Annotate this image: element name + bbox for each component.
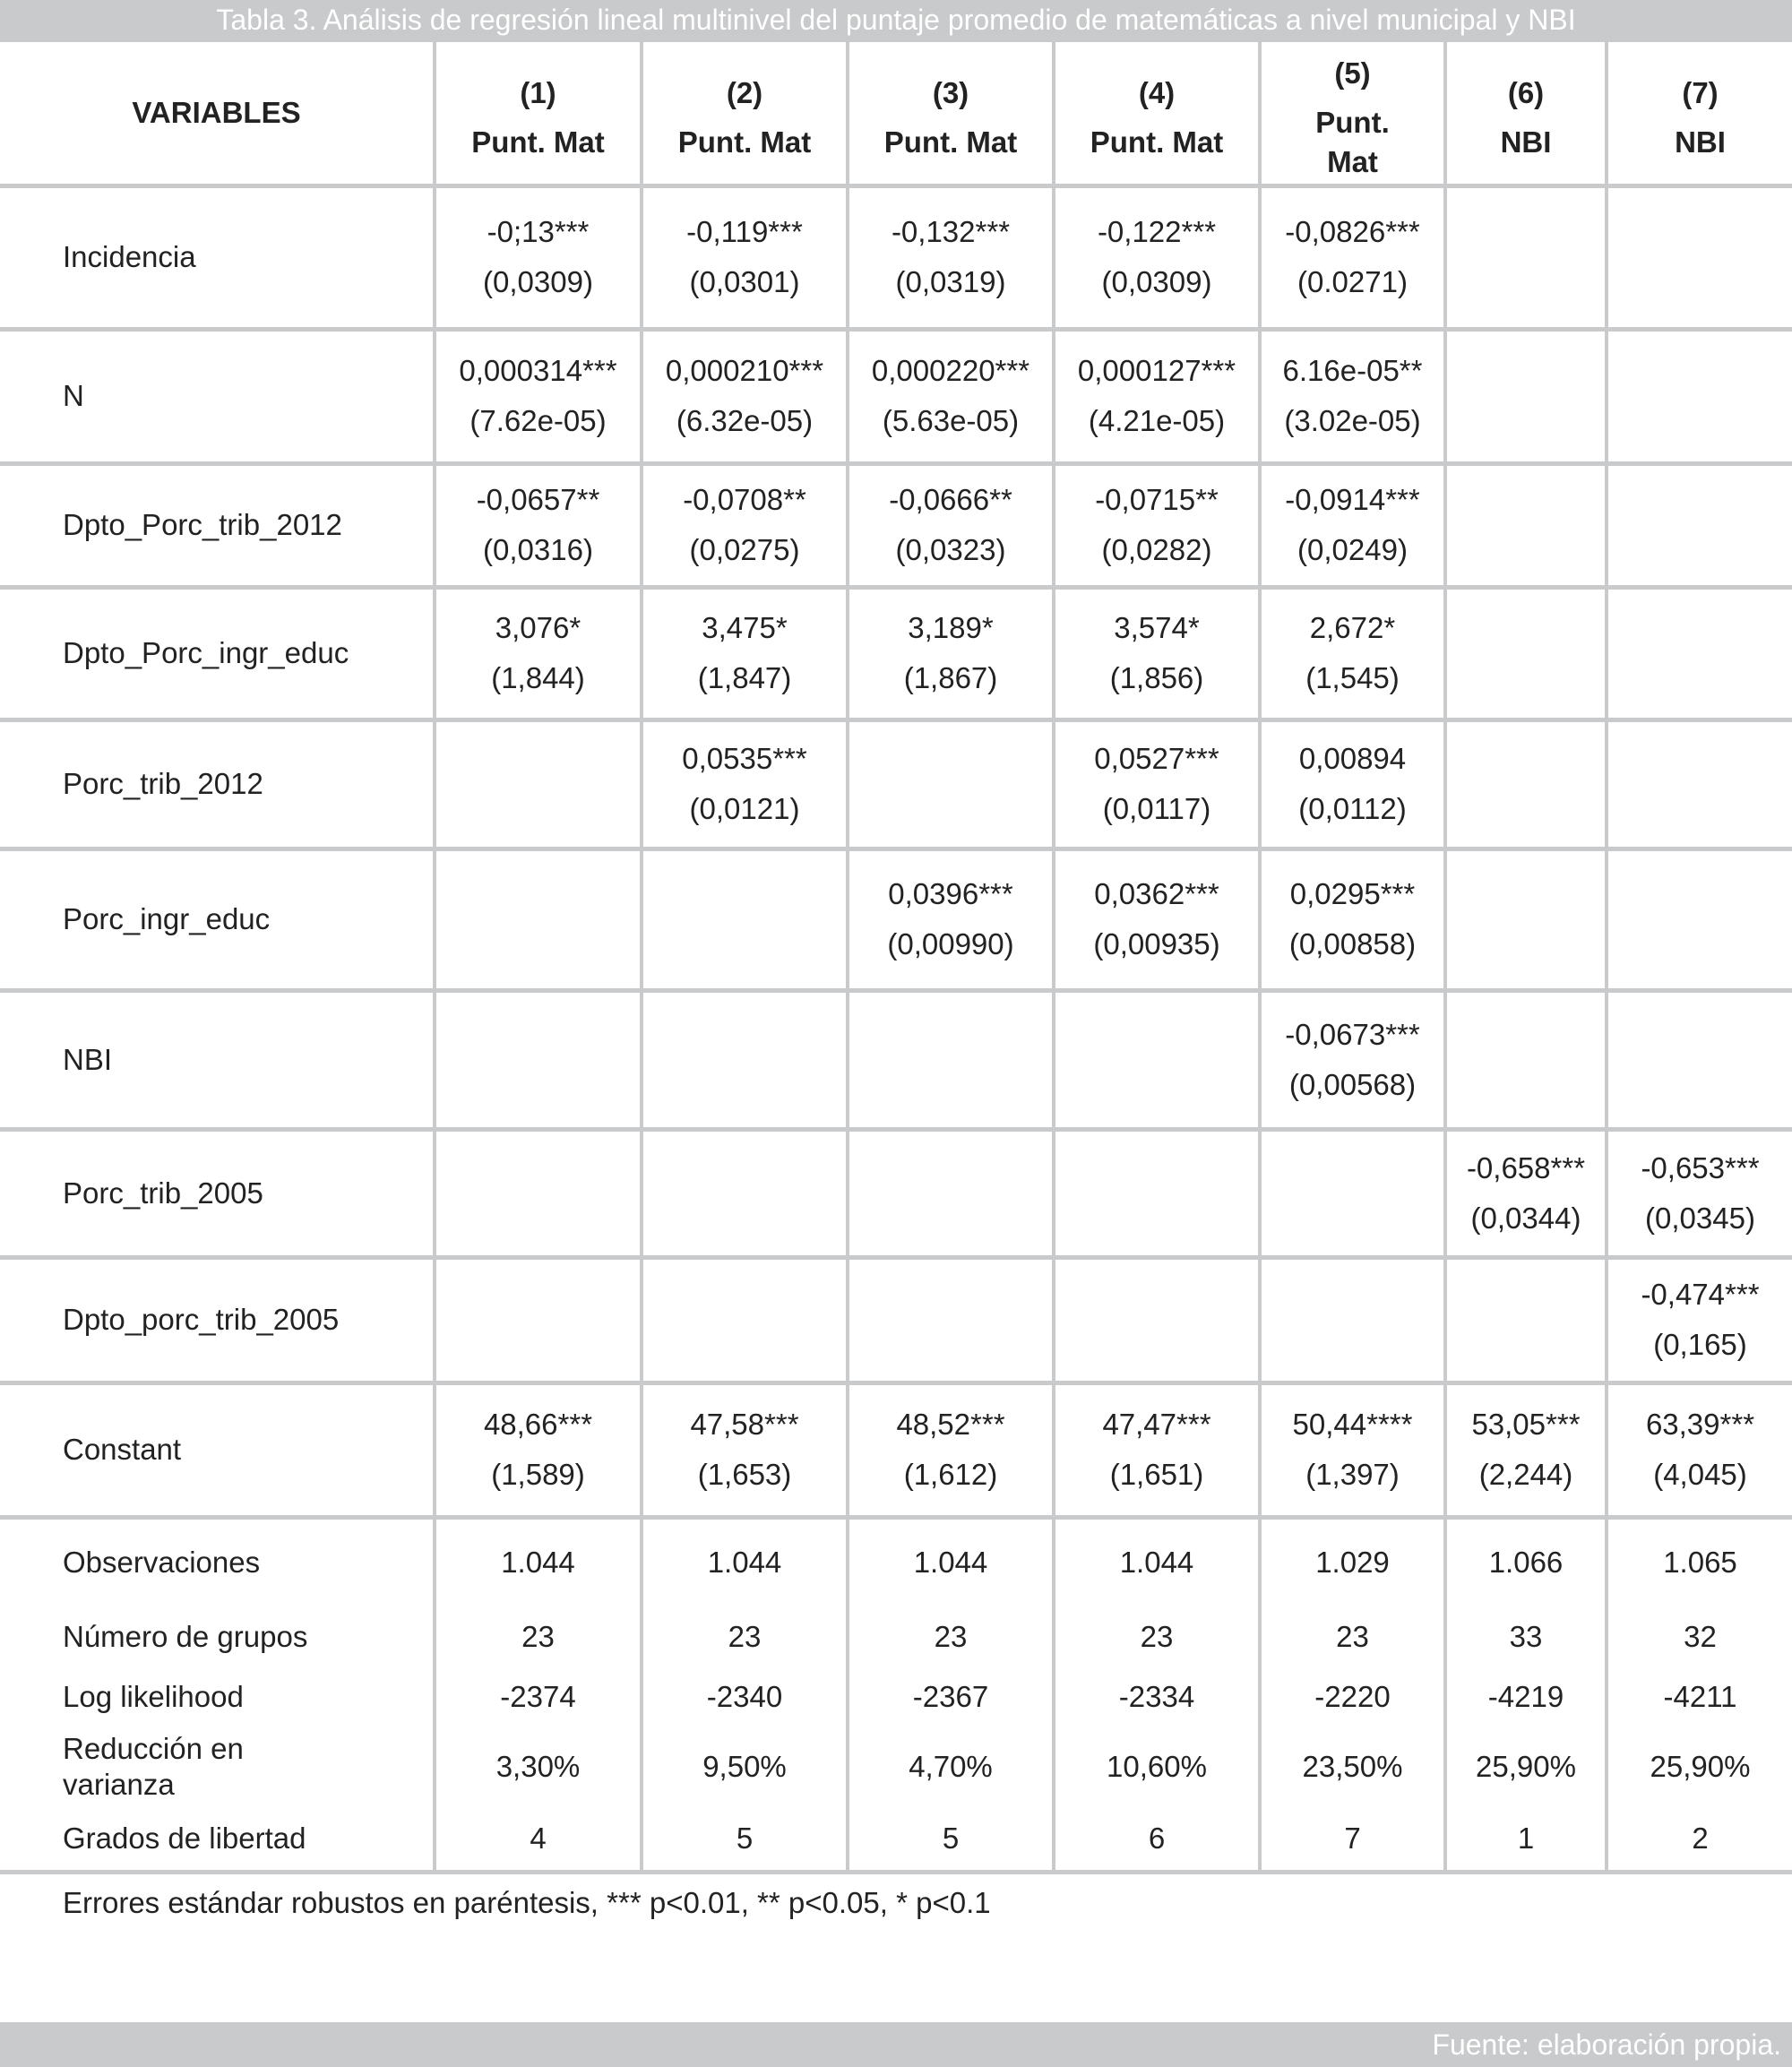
column-dependent-variable: Punt. Mat — [1090, 125, 1224, 159]
coefficient: 53,05*** — [1471, 1408, 1581, 1441]
standard-error: (0,0275) — [689, 533, 800, 566]
coefficient-cell — [642, 990, 848, 1129]
column-header-6 — [1445, 42, 1607, 185]
coefficient: 0,000210*** — [665, 354, 824, 387]
coefficient-cell — [1445, 848, 1607, 990]
coefficient-cell — [435, 1382, 642, 1517]
standard-error: (0,0309) — [483, 265, 593, 298]
coefficient-cell — [1054, 719, 1260, 848]
coefficient-cell — [848, 990, 1054, 1129]
stat-value: 1.065 — [1607, 1517, 1792, 1606]
stat-value: 1.029 — [1260, 1517, 1445, 1606]
stat-value: 4 — [435, 1807, 642, 1872]
source-bar — [0, 2022, 1792, 2067]
standard-error: (0,00568) — [1288, 1067, 1417, 1101]
column-header-2 — [642, 42, 848, 185]
coefficient: 3,574* — [1114, 611, 1200, 644]
stat-label: Reducción en varianza — [63, 1732, 244, 1801]
coefficient-cell — [642, 463, 848, 587]
standard-error: (0,0117) — [1102, 792, 1211, 825]
coefficient-cell — [1260, 1382, 1445, 1517]
column-number: (7) — [1682, 75, 1719, 109]
coefficient-cell — [1607, 1257, 1792, 1382]
stat-value: -4211 — [1607, 1667, 1792, 1727]
standard-error: (1,856) — [1109, 661, 1204, 694]
stat-value: 10,60% — [1054, 1727, 1260, 1807]
coefficient: 0,000314*** — [459, 354, 617, 387]
coefficient-cell — [435, 1257, 642, 1382]
stat-value: -4219 — [1445, 1667, 1607, 1727]
stat-value: 5 — [848, 1807, 1054, 1872]
coefficient-cell — [1054, 1382, 1260, 1517]
stat-value: -2334 — [1054, 1667, 1260, 1727]
stat-label: Log likelihood — [63, 1680, 244, 1713]
stats-row — [0, 1606, 1792, 1667]
column-dependent-variable: NBI — [1675, 125, 1726, 159]
column-number: (4) — [1138, 75, 1176, 109]
coefficient-cell — [848, 329, 1054, 463]
column-number: (1) — [520, 75, 556, 109]
column-dependent-variable: NBI — [1500, 125, 1552, 159]
coefficient-cell — [848, 848, 1054, 990]
variable-label: Dpto_Porc_ingr_educ — [0, 587, 435, 719]
table-row — [0, 990, 1792, 1129]
coefficient: 0,0362*** — [1094, 877, 1219, 910]
standard-error: (5.63e-05) — [882, 404, 1020, 437]
standard-error: (1,651) — [1109, 1458, 1204, 1491]
standard-error: (0,0249) — [1297, 533, 1408, 566]
table-row — [0, 1382, 1792, 1517]
coefficient-cell — [1607, 587, 1792, 719]
column-header-3 — [848, 42, 1054, 185]
stat-value: 25,90% — [1607, 1727, 1792, 1807]
stat-value: 2 — [1607, 1807, 1792, 1872]
coefficient: -0,0666** — [889, 483, 1012, 516]
standard-error: (0,0319) — [895, 265, 1006, 298]
stat-value: -2367 — [848, 1667, 1054, 1727]
table-row — [0, 1129, 1792, 1257]
coefficient-cell — [1054, 587, 1260, 719]
stat-value: -2340 — [642, 1667, 848, 1727]
coefficient-cell — [1260, 463, 1445, 587]
variable-label: NBI — [0, 990, 435, 1129]
variables-header: VARIABLES — [0, 42, 435, 185]
coefficient-cell — [642, 587, 848, 719]
coefficient-cell — [1054, 990, 1260, 1129]
coefficient: 0,0535*** — [682, 742, 807, 775]
spacer — [0, 1928, 1792, 2023]
column-number: (6) — [1507, 75, 1545, 109]
column-dependent-variable: Punt. Mat — [1315, 105, 1390, 178]
coefficient: 48,66*** — [483, 1408, 593, 1441]
coefficient-cell — [1445, 185, 1607, 329]
coefficient: -0,0657** — [476, 483, 600, 516]
table-row — [0, 463, 1792, 587]
stat-value: 23,50% — [1260, 1727, 1445, 1807]
stat-value: 23 — [848, 1606, 1054, 1667]
stat-value: 1.044 — [1054, 1517, 1260, 1606]
standard-error: (0,0345) — [1645, 1201, 1755, 1235]
coefficient: 47,58*** — [690, 1408, 799, 1441]
coefficient-cell — [1607, 185, 1792, 329]
stat-value: -2374 — [435, 1667, 642, 1727]
standard-error: (0,0282) — [1101, 533, 1212, 566]
standard-error: (1,844) — [491, 661, 585, 694]
stat-value: 23 — [1260, 1606, 1445, 1667]
coefficient: 47,47*** — [1102, 1408, 1211, 1441]
coefficient: -0,0715** — [1095, 483, 1219, 516]
stat-value: 33 — [1445, 1606, 1607, 1667]
table-row — [0, 587, 1792, 719]
coefficient-cell — [1607, 1129, 1792, 1257]
coefficient-cell — [1445, 587, 1607, 719]
stat-value: 1.044 — [435, 1517, 642, 1606]
coefficient: -0,0826*** — [1285, 215, 1420, 248]
standard-error: (6.32e-05) — [676, 404, 814, 437]
variable-label: Dpto_porc_trib_2005 — [0, 1257, 435, 1382]
stat-value: -2220 — [1260, 1667, 1445, 1727]
variable-label: Constant — [0, 1382, 435, 1517]
column-header-7 — [1607, 42, 1792, 185]
coefficient-cell — [1445, 463, 1607, 587]
coefficient-cell — [1445, 1382, 1607, 1517]
standard-error: (0,0121) — [689, 792, 800, 825]
standard-error: (0,00935) — [1093, 927, 1220, 960]
variable-label: Dpto_Porc_trib_2012 — [0, 463, 435, 587]
coefficient: 0,000127*** — [1077, 354, 1236, 387]
table-row — [0, 185, 1792, 329]
coefficient-cell — [642, 1257, 848, 1382]
coefficient-cell — [1607, 1382, 1792, 1517]
coefficient-cell — [642, 719, 848, 848]
coefficient-cell — [435, 990, 642, 1129]
coefficient: -0,658*** — [1466, 1150, 1586, 1184]
coefficient: -0,0673*** — [1285, 1017, 1420, 1051]
column-header-4 — [1054, 42, 1260, 185]
coefficient-cell — [435, 463, 642, 587]
regression-table — [0, 42, 1792, 1874]
stats-row — [0, 1517, 1792, 1606]
coefficient-cell — [1054, 185, 1260, 329]
coefficient-cell — [1260, 719, 1445, 848]
standard-error: (1,847) — [697, 661, 792, 694]
standard-error: (1,397) — [1305, 1458, 1400, 1491]
coefficient-cell — [1445, 1257, 1607, 1382]
stats-row — [0, 1727, 1792, 1807]
table-row — [0, 848, 1792, 990]
coefficient-cell — [435, 185, 642, 329]
coefficient: 6.16e-05** — [1282, 354, 1423, 387]
variable-label: Porc_trib_2005 — [0, 1129, 435, 1257]
standard-error: (0,165) — [1653, 1328, 1747, 1361]
coefficient-cell — [1445, 1129, 1607, 1257]
coefficient-cell — [1260, 1129, 1445, 1257]
stat-value: 4,70% — [848, 1727, 1054, 1807]
stat-value: 25,90% — [1445, 1727, 1607, 1807]
coefficient-cell — [1260, 587, 1445, 719]
standard-error: (1,653) — [697, 1458, 792, 1491]
stat-value: 23 — [642, 1606, 848, 1667]
coefficient-cell — [848, 719, 1054, 848]
stat-label: Observaciones — [63, 1546, 261, 1580]
standard-error: (0,0301) — [689, 265, 800, 298]
table-row — [0, 1257, 1792, 1382]
stat-value: 1 — [1445, 1807, 1607, 1872]
coefficient-cell — [1260, 329, 1445, 463]
coefficient-cell — [1445, 719, 1607, 848]
coefficient-cell — [1445, 990, 1607, 1129]
coefficient: 0,00894 — [1298, 742, 1407, 775]
coefficient: 0,000220*** — [871, 354, 1030, 387]
column-number: (5) — [1334, 56, 1371, 90]
standard-error: (4.21e-05) — [1088, 404, 1226, 437]
standard-error: (0,0323) — [895, 533, 1006, 566]
source-text: Fuente: elaboración propia. — [1432, 2028, 1781, 2061]
standard-error: (0.0271) — [1297, 265, 1408, 298]
coefficient: 0,0527*** — [1094, 742, 1219, 775]
column-dependent-variable: Punt. Mat — [471, 125, 605, 159]
standard-error: (3.02e-05) — [1284, 404, 1421, 437]
column-dependent-variable: Punt. Mat — [677, 125, 812, 159]
stat-value: 1.066 — [1445, 1517, 1607, 1606]
coefficient: -0,119*** — [686, 215, 803, 248]
coefficient-cell — [1054, 1257, 1260, 1382]
coefficient-cell — [1607, 719, 1792, 848]
coefficient-cell — [435, 329, 642, 463]
coefficient: -0,122*** — [1097, 215, 1217, 248]
coefficient-cell — [435, 719, 642, 848]
standard-error: (1,545) — [1305, 661, 1400, 694]
coefficient-cell — [848, 587, 1054, 719]
standard-error: (1,867) — [903, 661, 998, 694]
table-row — [0, 329, 1792, 463]
coefficient-cell — [848, 185, 1054, 329]
coefficient-cell — [1607, 329, 1792, 463]
standard-error: (0,0112) — [1298, 792, 1407, 825]
coefficient: -0;13*** — [487, 215, 590, 248]
standard-error: (1,589) — [491, 1458, 585, 1491]
table-row — [0, 719, 1792, 848]
variable-label: N — [0, 329, 435, 463]
standard-error: (0,0309) — [1101, 265, 1212, 298]
coefficient-cell — [848, 1382, 1054, 1517]
column-header-5 — [1260, 42, 1445, 185]
stat-label: Número de grupos — [63, 1620, 308, 1653]
coefficient-cell — [1260, 185, 1445, 329]
coefficient: 63,39*** — [1645, 1408, 1755, 1441]
column-header-1 — [435, 42, 642, 185]
coefficient: -0,0708** — [683, 483, 806, 516]
coefficient-cell — [848, 463, 1054, 587]
column-dependent-variable: Punt. Mat — [883, 125, 1018, 159]
coefficient: 50,44**** — [1292, 1408, 1413, 1441]
stat-value: 32 — [1607, 1606, 1792, 1667]
standard-error: (2,244) — [1478, 1458, 1573, 1491]
coefficient-cell — [1607, 463, 1792, 587]
footnote: Errores estándar robustos en paréntesis, *** p<0.01, ** p<0.05, * p<0.1 — [63, 1885, 991, 1919]
stat-value: 23 — [1054, 1606, 1260, 1667]
coefficient-cell — [1260, 1257, 1445, 1382]
table-title: Tabla 3. Análisis de regresión lineal multinivel del puntaje promedio de matemáticas a nivel municipal y NBI — [0, 0, 1792, 42]
coefficient: 2,672* — [1309, 611, 1396, 644]
coefficient: 48,52*** — [896, 1408, 1005, 1441]
coefficient-cell — [642, 1382, 848, 1517]
standard-error: (0,0344) — [1470, 1201, 1581, 1235]
stat-value: 5 — [642, 1807, 848, 1872]
stat-value: 7 — [1260, 1807, 1445, 1872]
stat-value: 1.044 — [642, 1517, 848, 1606]
coefficient: -0,132*** — [891, 215, 1011, 248]
coefficient-cell — [642, 329, 848, 463]
standard-error: (1,612) — [903, 1458, 998, 1491]
variable-label: Incidencia — [0, 185, 435, 329]
coefficient-cell — [848, 1257, 1054, 1382]
standard-error: (7.62e-05) — [470, 404, 607, 437]
column-number: (2) — [726, 75, 763, 109]
coefficient-cell — [1260, 990, 1445, 1129]
column-number: (3) — [932, 75, 969, 109]
coefficient-cell — [1054, 463, 1260, 587]
stats-row — [0, 1807, 1792, 1872]
coefficient-cell — [1607, 848, 1792, 990]
variable-label: Porc_ingr_educ — [0, 848, 435, 990]
standard-error: (4,045) — [1653, 1458, 1747, 1491]
coefficient: 0,0396*** — [888, 877, 1013, 910]
coefficient: 3,475* — [702, 611, 788, 644]
variable-label: Porc_trib_2012 — [0, 719, 435, 848]
coefficient-cell — [848, 1129, 1054, 1257]
coefficient-cell — [435, 848, 642, 990]
stat-value: 23 — [435, 1606, 642, 1667]
stat-label: Grados de libertad — [0, 1807, 435, 1872]
coefficient-cell — [642, 185, 848, 329]
coefficient: -0,0914*** — [1285, 483, 1420, 516]
coefficient-cell — [435, 1129, 642, 1257]
coefficient: -0,474*** — [1641, 1278, 1760, 1311]
coefficient-cell — [642, 1129, 848, 1257]
coefficient-cell — [1445, 329, 1607, 463]
standard-error: (0,00990) — [887, 927, 1014, 960]
stat-value: 3,30% — [435, 1727, 642, 1807]
standard-error: (0,00858) — [1288, 927, 1417, 960]
coefficient-cell — [642, 848, 848, 990]
coefficient-cell — [1054, 1129, 1260, 1257]
coefficient: -0,653*** — [1641, 1150, 1760, 1184]
coefficient: 0,0295*** — [1289, 877, 1416, 910]
coefficient-cell — [1054, 329, 1260, 463]
stats-row — [0, 1667, 1792, 1727]
stat-value: 6 — [1054, 1807, 1260, 1872]
coefficient: 3,189* — [908, 611, 994, 644]
coefficient-cell — [1260, 848, 1445, 990]
stat-value: 1.044 — [848, 1517, 1054, 1606]
coefficient-cell — [435, 587, 642, 719]
header-row — [0, 42, 1792, 185]
stat-value: 9,50% — [642, 1727, 848, 1807]
coefficient-cell — [1054, 848, 1260, 990]
coefficient: 3,076* — [495, 611, 582, 644]
coefficient-cell — [1607, 990, 1792, 1129]
standard-error: (0,0316) — [483, 533, 593, 566]
